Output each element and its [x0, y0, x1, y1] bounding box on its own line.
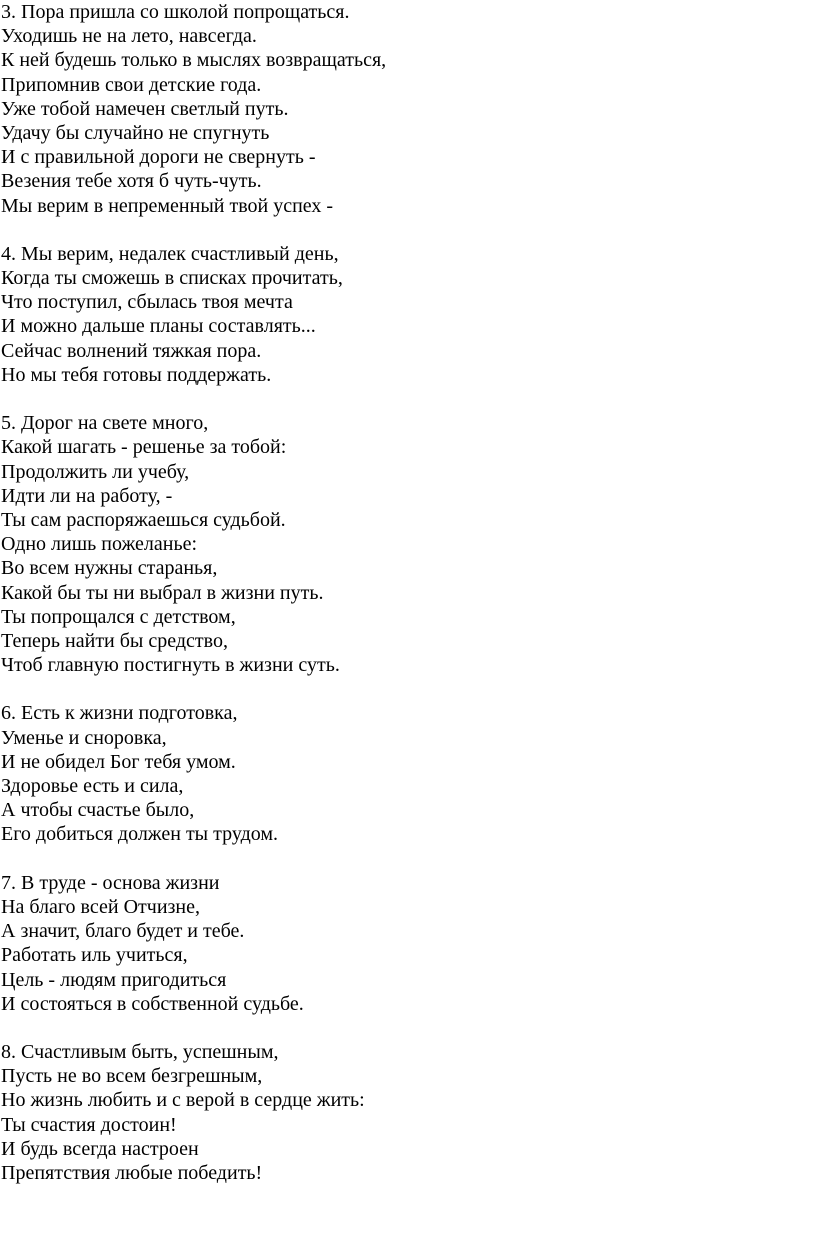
poem-line: Когда ты сможешь в списках прочитать,	[1, 267, 343, 290]
poem-line: Удачу бы случайно не спугнуть	[1, 121, 270, 144]
poem-line: К ней будешь только в мыслях возвращаться,	[1, 49, 387, 72]
poem-line: Припомнив свои детские года.	[1, 73, 262, 96]
poem-line: Какой бы ты ни выбрал в жизни путь.	[1, 581, 324, 604]
poem-line: Идти ли на работу, -	[1, 484, 173, 507]
poem-line: И не обидел Бог тебя умом.	[1, 750, 236, 773]
poem-line: Пусть не во всем безгрешным,	[1, 1065, 263, 1088]
poem-line: Препятствия любые победить!	[1, 1162, 263, 1184]
poem-line: 4. Мы верим, недалек счастливый день,	[1, 242, 339, 265]
poem-line: Везения тебе хотя б чуть-чуть.	[1, 170, 262, 193]
stanza-6	[1, 701, 816, 846]
poem-line: Сейчас волнений тяжкая пора.	[1, 339, 262, 362]
poem-line: Работать иль учиться,	[1, 944, 188, 967]
poem-line: 6. Есть к жизни подготовка,	[1, 702, 238, 725]
poem-line: 8. Счастливым быть, успешным,	[1, 1041, 279, 1064]
poem-line: Продолжить ли учебу,	[1, 460, 190, 483]
poem-line: Цель - людям пригодиться	[1, 968, 227, 991]
poem-line: 3. Пора пришла со школой попрощаться.	[1, 1, 350, 23]
poem-line: Ты сам распоряжаешься судьбой.	[1, 508, 286, 531]
stanza-4	[1, 242, 816, 387]
poem-line: Во всем нужны старанья,	[1, 557, 218, 580]
poem-line: Мы верим в непременный твой успех -	[1, 194, 334, 217]
poem-line: И будь всегда настроен	[1, 1137, 199, 1160]
stanza-8	[1, 1040, 816, 1185]
poem-line: Что поступил, сбылась твоя мечта	[1, 291, 293, 314]
poem-line: Теперь найти бы средство,	[1, 629, 228, 652]
poem-line: На благо всей Отчизне,	[1, 895, 201, 918]
stanza-3	[1, 0, 816, 218]
stanza-7	[1, 871, 816, 1016]
poem-line: Ты попрощался с детством,	[1, 605, 236, 628]
poem-line: 5. Дорог на свете много,	[1, 412, 209, 435]
poem-line: Уходишь не на лето, навсегда.	[1, 25, 257, 48]
poem-line: Но мы тебя готовы поддержать.	[1, 363, 272, 386]
stanza-5	[1, 411, 816, 677]
poem-line: И с правильной дороги не свернуть -	[1, 146, 316, 169]
poem-line: И можно дальше планы составлять...	[1, 315, 316, 338]
poem-line: Уже тобой намечен светлый путь.	[1, 97, 289, 120]
poem-line: Здоровье есть и сила,	[1, 775, 184, 797]
poem-line: Какой шагать - решенье за тобой:	[1, 436, 287, 459]
poem-line: А чтобы счастье было,	[1, 799, 195, 822]
poem-line: Одно лишь пожеланье:	[1, 533, 198, 556]
poem-line: Его добиться должен ты трудом.	[1, 823, 279, 846]
poem-line: Ты счастия достоин!	[1, 1113, 177, 1136]
poem-line: 7. В труде - основа жизни	[1, 871, 220, 894]
poem-line: И состояться в собственной судьбе.	[1, 992, 304, 1015]
poem-line: Но жизнь любить и с верой в сердце жить:	[1, 1089, 365, 1112]
poem-line: Чтоб главную постигнуть в жизни суть.	[1, 654, 340, 677]
poem-line: Уменье и сноровка,	[1, 726, 167, 749]
poem-line: А значит, благо будет и тебе.	[1, 920, 245, 943]
